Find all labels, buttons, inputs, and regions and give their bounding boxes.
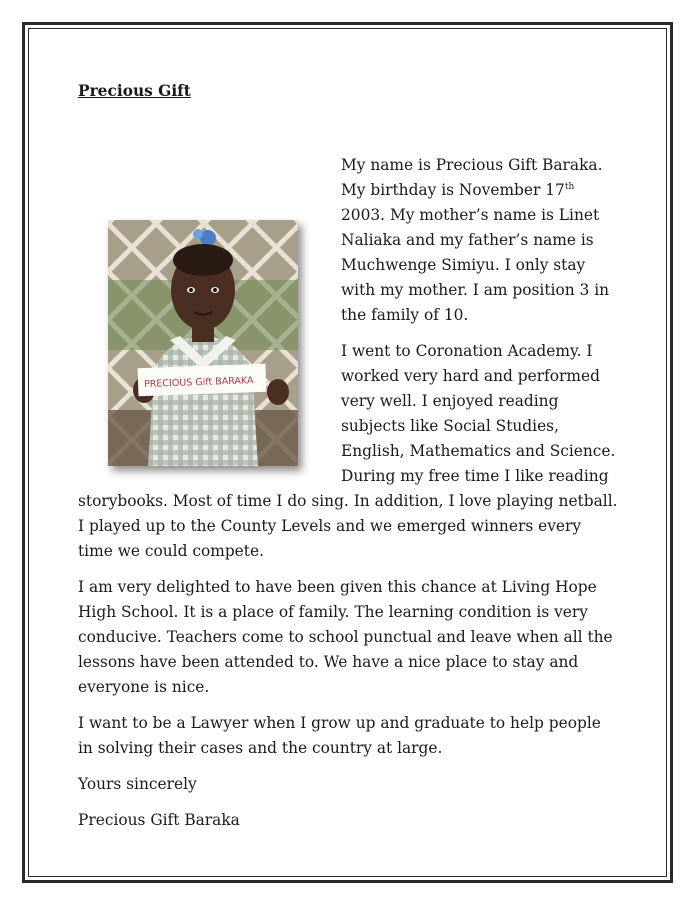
paragraph-ambition: I want to be a Lawyer when I grow up and graduate to help people in solving their cases and the country at large. [78,714,601,757]
paragraph-intro: My name is Precious Gift Baraka. My birthday is November 17th 2003. My mother’s name is Linet Naliaka and my father’s name is Muchwenge Simiyu. I only stay with my mother. I am position 3 in the family of 10. [341,156,610,324]
photo-sign-text: PRECIOUS Gift BARAKA [143,375,254,391]
paragraph-high-school: I am very delighted to have been given this chance at Living Hope High School. It is a place of family. The learning condition is very conducive. Teachers come to school punctual and leave when all the lessons have been attended to. We have a nice place to stay and everyone is nice. [78,578,613,696]
paragraph-school: I went to Coronation Academy. I worked very hard and performed very well. I enjoyed reading subjects like Social Studies, English, Mathematics and Science. During my free time I like reading storybooks. Most of time I do sing. In addition, I love playing netball. I played up to the County Levels and we emerged winners every time we could compete. [78,342,618,560]
letter-body [78,79,618,844]
student-photo [108,220,298,466]
signature: Precious Gift Baraka [78,811,240,829]
student-photo-illustration [108,220,298,466]
closing-line: Yours sincerely [78,775,197,793]
letter-title: Precious Gift [78,82,191,100]
